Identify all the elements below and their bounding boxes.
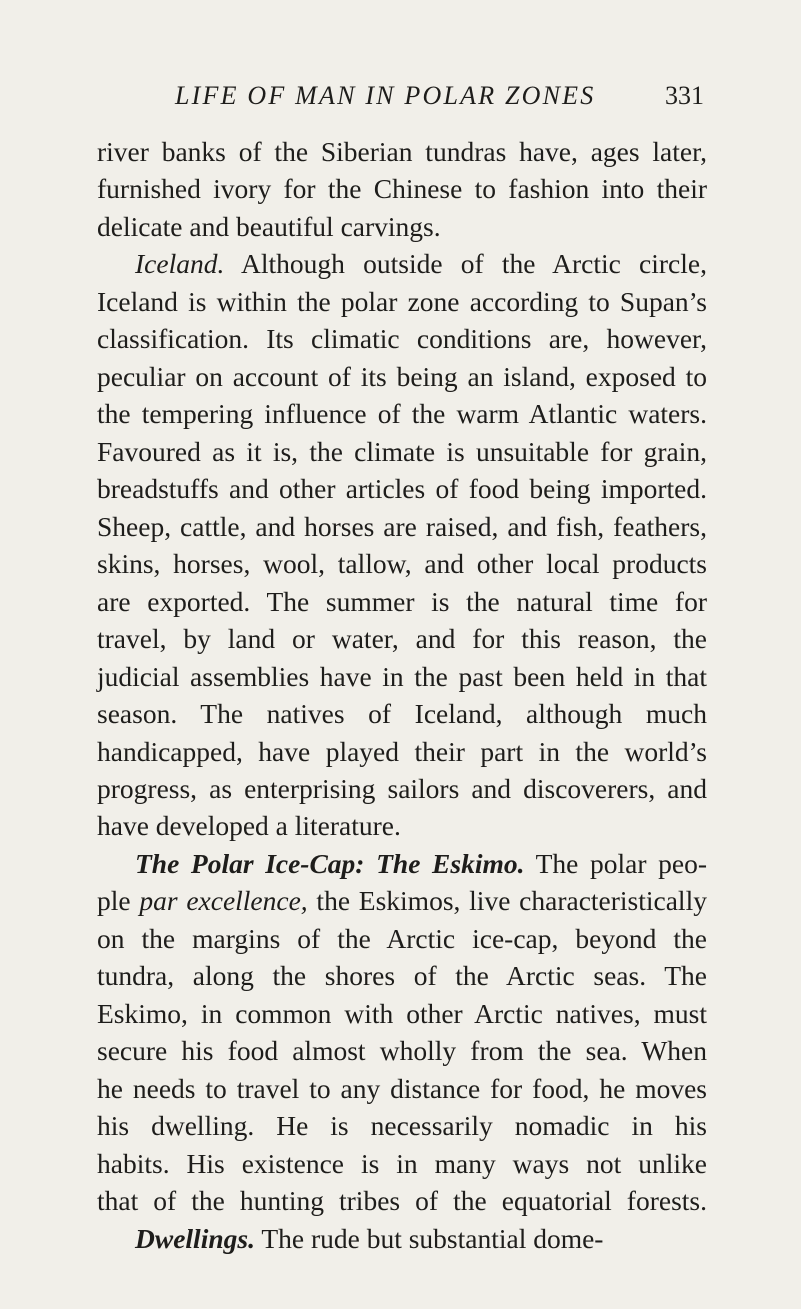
text-run: habits. His existence is in many ways not unlike <box>97 1147 707 1179</box>
text-run: judicial assemblies have in the past been held in that <box>97 660 707 692</box>
text-run: on the margins of the Arctic ice-cap, beyond the <box>97 922 707 954</box>
text-run: Eskimo, in common with other Arctic natives, must <box>97 997 707 1029</box>
text-line <box>97 733 707 770</box>
running-head <box>0 76 801 116</box>
section-heading: The Polar Ice-Cap: The Eskimo. <box>135 847 525 879</box>
text-run: that of the hunting tribes of the equatorial forests. <box>97 1185 707 1217</box>
text-line <box>97 995 707 1032</box>
text-run: tundra, along the shores of the Arctic seas. The <box>97 960 707 992</box>
text-line <box>97 320 707 357</box>
text-line <box>97 545 707 582</box>
text-line <box>97 770 707 807</box>
text-line <box>97 358 707 395</box>
text-line <box>97 133 707 170</box>
text-line <box>97 882 707 919</box>
text-run: breadstuffs and other articles of food being imported. <box>97 473 707 505</box>
section-heading: Dwellings. <box>135 1222 255 1254</box>
page-number: 331 <box>665 81 704 110</box>
text-run: Iceland is within the polar zone according to Supan’s <box>97 285 707 317</box>
text-line <box>97 395 707 432</box>
text-run: Favoured as it is, the climate is unsuitable for grain, <box>97 435 707 467</box>
text-run: The rude but substantial dome- <box>254 1222 604 1254</box>
italic-run: Iceland. <box>135 248 225 280</box>
text-line <box>97 1182 707 1219</box>
text-line <box>97 920 707 957</box>
text-run: progress, as enterprising sailors and discoverers, and <box>97 772 707 804</box>
text-run: classification. Its climatic conditions are, however, <box>97 323 707 355</box>
text-line <box>97 1220 707 1257</box>
text-run: his dwelling. He is necessarily nomadic in his <box>97 1110 707 1142</box>
text-line <box>97 208 707 245</box>
text-run: have developed a literature. <box>97 810 401 842</box>
text-run: are exported. The summer is the natural time for <box>97 585 707 617</box>
italic-run: par excellence, <box>139 885 308 917</box>
text-run: The polar peo- <box>524 847 707 879</box>
text-line <box>97 807 707 844</box>
text-line <box>97 245 707 282</box>
running-title: LIFE OF MAN IN POLAR ZONES <box>175 81 596 110</box>
text-run: skins, horses, wool, tallow, and other local products <box>97 548 707 580</box>
body-text <box>97 133 707 1257</box>
text-line <box>97 1032 707 1069</box>
text-line <box>97 170 707 207</box>
text-run: the Eskimos, live characteristically <box>307 885 707 917</box>
text-line <box>97 957 707 994</box>
text-run: ple <box>97 885 140 917</box>
text-line <box>97 470 707 507</box>
text-line <box>97 433 707 470</box>
text-run: delicate and beautiful carvings. <box>97 210 441 242</box>
text-run: furnished ivory for the Chinese to fashion into their <box>97 173 707 205</box>
text-line <box>97 1145 707 1182</box>
text-line <box>97 658 707 695</box>
text-run: the tempering influence of the warm Atlantic waters. <box>97 398 707 430</box>
text-line <box>97 508 707 545</box>
text-run: secure his food almost wholly from the sea. When <box>97 1035 707 1067</box>
text-run: he needs to travel to any distance for food, he moves <box>97 1072 707 1104</box>
text-line <box>97 1070 707 1107</box>
text-line <box>97 1107 707 1144</box>
text-run: travel, by land or water, and for this reason, the <box>97 623 707 655</box>
text-run: season. The natives of Iceland, although much <box>97 698 707 730</box>
text-line <box>97 695 707 732</box>
text-line <box>97 620 707 657</box>
text-run: peculiar on account of its being an island, exposed to <box>97 360 707 392</box>
text-run: river banks of the Siberian tundras have, ages later, <box>97 136 707 167</box>
text-run: handicapped, have played their part in the world’s <box>97 735 707 767</box>
text-line <box>97 283 707 320</box>
text-line <box>97 583 707 620</box>
text-run: Sheep, cattle, and horses are raised, and fish, feathers, <box>97 510 707 542</box>
text-run: Although outside of the Arctic circle, <box>224 248 707 280</box>
text-line <box>97 845 707 882</box>
